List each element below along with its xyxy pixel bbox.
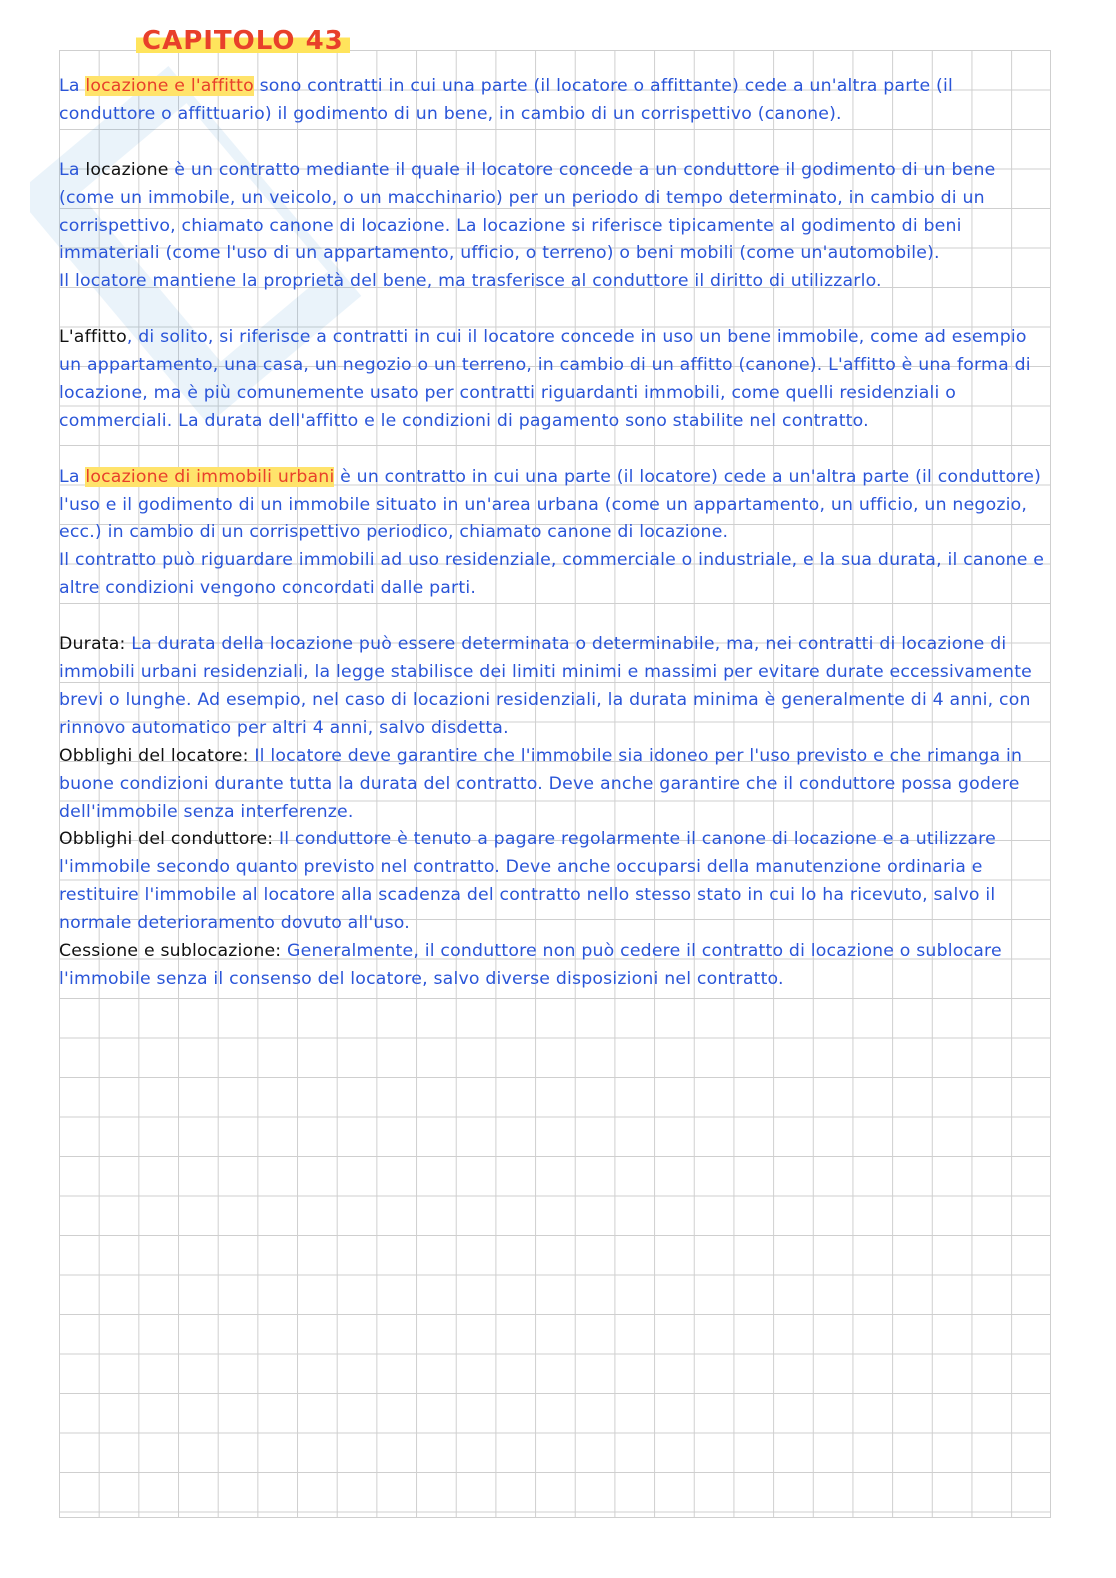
paragraph-line: Il locatore mantiene la proprietà del bene, ma trasferisce al conduttore il diritto di utilizzarlo. bbox=[59, 271, 882, 292]
paragraph-line: immobili urbani residenziali, la legge stabilisce dei limiti minimi e massimi per evitare durate eccessivamente bbox=[59, 661, 1033, 682]
paragraph-line: restituire l'immobile al locatore alla scadenza del contratto nello stesso stato in cui lo ha ricevuto, salvo il bbox=[59, 885, 996, 906]
paragraph-line: buone condizioni durante tutta la durata del contratto. Deve anche garantire che il conduttore possa godere bbox=[59, 773, 1020, 794]
paragraph-line: dell'immobile senza interferenze. bbox=[59, 801, 354, 822]
key-term: Obblighi del locatore: bbox=[59, 745, 249, 766]
highlight-term: locazione di immobili urbani bbox=[85, 466, 335, 487]
paragraph-line: ecc.) in cambio di un corrispettivo periodico, chiamato canone di locazione. bbox=[59, 522, 729, 543]
chapter-title: CAPITOLO 43 bbox=[136, 26, 350, 56]
paragraph-line: conduttore o affittuario) il godimento di un bene, in cambio di un corrispettivo (canone). bbox=[59, 103, 842, 124]
paragraph-line: normale deterioramento dovuto all'uso. bbox=[59, 913, 410, 934]
highlight-term: locazione e l'affitto bbox=[85, 76, 254, 96]
key-term: L'affitto bbox=[59, 327, 127, 348]
paragraph-line: Cessione e sublocazione: Generalmente, il conduttore non può cedere il contratto di locazione o sublocare bbox=[59, 941, 1002, 962]
paragraph-line: l'immobile secondo quanto previsto nel contratto. Deve anche occuparsi della manutenzione ordinaria e bbox=[59, 857, 983, 878]
key-term: Cessione e sublocazione: bbox=[59, 941, 282, 962]
paragraph-line: commerciali. La durata dell'affitto e le condizioni di pagamento sono stabilite nel contratto. bbox=[59, 410, 869, 431]
key-term: Durata: bbox=[59, 634, 126, 655]
paragraph-line: (come un immobile, un veicolo, o un macchinario) per un periodo di tempo determinato, in cambio di un bbox=[59, 187, 985, 208]
paragraph-line: La locazione e l'affitto sono contratti in cui una parte (il locatore o affittante) cede a un'altra parte (il bbox=[59, 76, 953, 96]
paragraph-line: La locazione è un contratto mediante il quale il locatore concede a un conduttore il godimento di un bene bbox=[59, 159, 996, 180]
paragraph-line: Durata: La durata della locazione può essere determinata o determinabile, ma, nei contratti di locazione di bbox=[59, 634, 1007, 655]
paragraph-line: Obblighi del conduttore: Il conduttore è tenuto a pagare regolarmente il canone di locazione e a utilizzare bbox=[59, 829, 996, 850]
paragraph-line: l'uso e il godimento di un immobile situato in un'area urbana (come un appartamento, un ufficio, un negozio, bbox=[59, 494, 1028, 515]
paragraph-line: altre condizioni vengono concordati dalle parti. bbox=[59, 578, 477, 599]
paragraph-line: rinnovo automatico per altri 4 anni, salvo disdetta. bbox=[59, 717, 509, 738]
notes-body bbox=[59, 73, 1054, 994]
paragraph-line: La locazione di immobili urbani è un contratto in cui una parte (il locatore) cede a un'altra parte (il conduttore) bbox=[59, 466, 1042, 487]
key-term: locazione bbox=[85, 159, 169, 180]
paragraph-line: locazione, ma è più comunemente usato per contratti riguardanti immobili, come quelli residenziali o bbox=[59, 382, 956, 403]
paragraph-line: l'immobile senza il consenso del locatore, salvo diverse disposizioni nel contratto. bbox=[59, 968, 784, 989]
paragraph-line: un appartamento, una casa, un negozio o un terreno, in cambio di un affitto (canone). L'affitto è una forma di bbox=[59, 355, 1031, 376]
paragraph-line: brevi o lunghe. Ad esempio, nel caso di locazioni residenziali, la durata minima è generalmente di 4 anni, con bbox=[59, 689, 1031, 710]
paragraph-line: L'affitto, di solito, si riferisce a contratti in cui il locatore concede in uso un bene immobile, come ad esempio bbox=[59, 327, 1027, 348]
paragraph-line: Obblighi del locatore: Il locatore deve garantire che l'immobile sia idoneo per l'uso previsto e che rimanga in bbox=[59, 745, 1023, 766]
key-term: Obblighi del conduttore: bbox=[59, 829, 274, 850]
paragraph-line: Il contratto può riguardare immobili ad uso residenziale, commerciale o industriale, e la sua durata, il canone e bbox=[59, 550, 1045, 571]
paragraph-line: corrispettivo, chiamato canone di locazione. La locazione si riferisce tipicamente al godimento di beni bbox=[59, 215, 962, 236]
paragraph-line: immateriali (come l'uso di un appartamento, ufficio, o terreno) o beni mobili (come un'automobile). bbox=[59, 243, 940, 264]
